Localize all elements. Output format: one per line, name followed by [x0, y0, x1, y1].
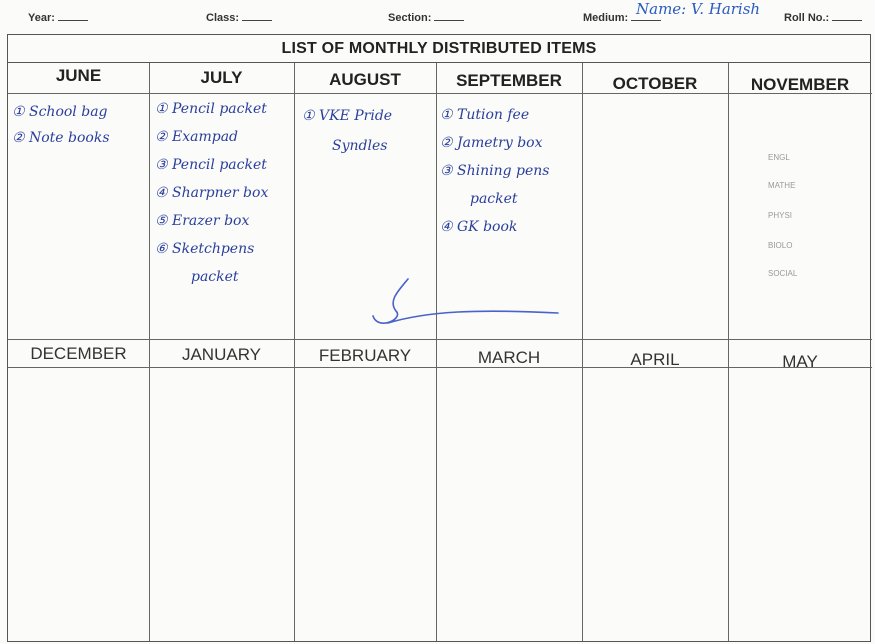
list-item: ⑤ Erazer box: [155, 213, 250, 229]
august-items: [302, 101, 392, 161]
list-item: packet: [191, 269, 239, 285]
faint-text: ENGL: [768, 153, 790, 162]
month-december: DECEMBER: [30, 344, 127, 363]
section-label: Section:: [388, 12, 432, 24]
month-february: FEBRUARY: [318, 346, 412, 365]
list-item: ③ Shining pens: [440, 163, 550, 179]
list-item: Syndles: [332, 138, 388, 154]
faint-text: PHYSI: [768, 211, 793, 220]
faint-text: SOCIAL: [768, 269, 798, 278]
month-july: JULY: [200, 68, 243, 87]
month-september: SEPTEMBER: [456, 71, 562, 90]
sheet-title: LIST OF MONTHLY DISTRIBUTED ITEMS: [8, 35, 870, 63]
faint-text: BIOLO: [768, 241, 793, 250]
list-item: ① VKE Pride: [302, 108, 393, 124]
list-item: ② Jametry box: [440, 135, 543, 151]
month-june: JUNE: [55, 66, 102, 85]
month-august: AUGUST: [329, 70, 401, 89]
rollno-label: Roll No.:: [784, 12, 830, 24]
distribution-sheet: [7, 34, 871, 642]
july-items: [155, 95, 268, 291]
signature-scribble: [368, 271, 568, 341]
year-label: Year:: [28, 12, 55, 24]
list-item: ① Pencil packet: [155, 101, 267, 117]
list-item: ⑥ Sketchpens: [155, 241, 255, 257]
faint-text: MATHE: [768, 181, 796, 190]
form-header: [0, 0, 875, 32]
list-item: ④ Sharpner box: [155, 185, 269, 201]
list-item: ④ GK book: [440, 219, 518, 235]
class-field[interactable]: [206, 10, 272, 24]
list-item: ③ Pencil packet: [155, 157, 267, 173]
list-item: ② Exampad: [155, 129, 239, 145]
list-item: ① School bag: [12, 104, 108, 120]
september-items: [440, 101, 549, 241]
month-april: APRIL: [630, 350, 680, 369]
section-field[interactable]: [388, 10, 464, 24]
month-january: JANUARY: [181, 345, 262, 364]
list-item: ② Note books: [12, 130, 110, 146]
june-items: [12, 99, 110, 151]
list-item: ① Tution fee: [440, 107, 530, 123]
month-may: MAY: [782, 352, 818, 371]
medium-label: Medium:: [583, 12, 629, 24]
month-march: MARCH: [477, 348, 541, 367]
rollno-field[interactable]: [784, 10, 862, 24]
month-november: NOVEMBER: [750, 75, 850, 94]
class-label: Class:: [206, 12, 240, 24]
year-field[interactable]: [28, 10, 88, 24]
month-october: OCTOBER: [612, 74, 698, 93]
student-name-handwritten: Name: V. Harish: [636, 0, 761, 18]
list-item: packet: [470, 191, 518, 207]
